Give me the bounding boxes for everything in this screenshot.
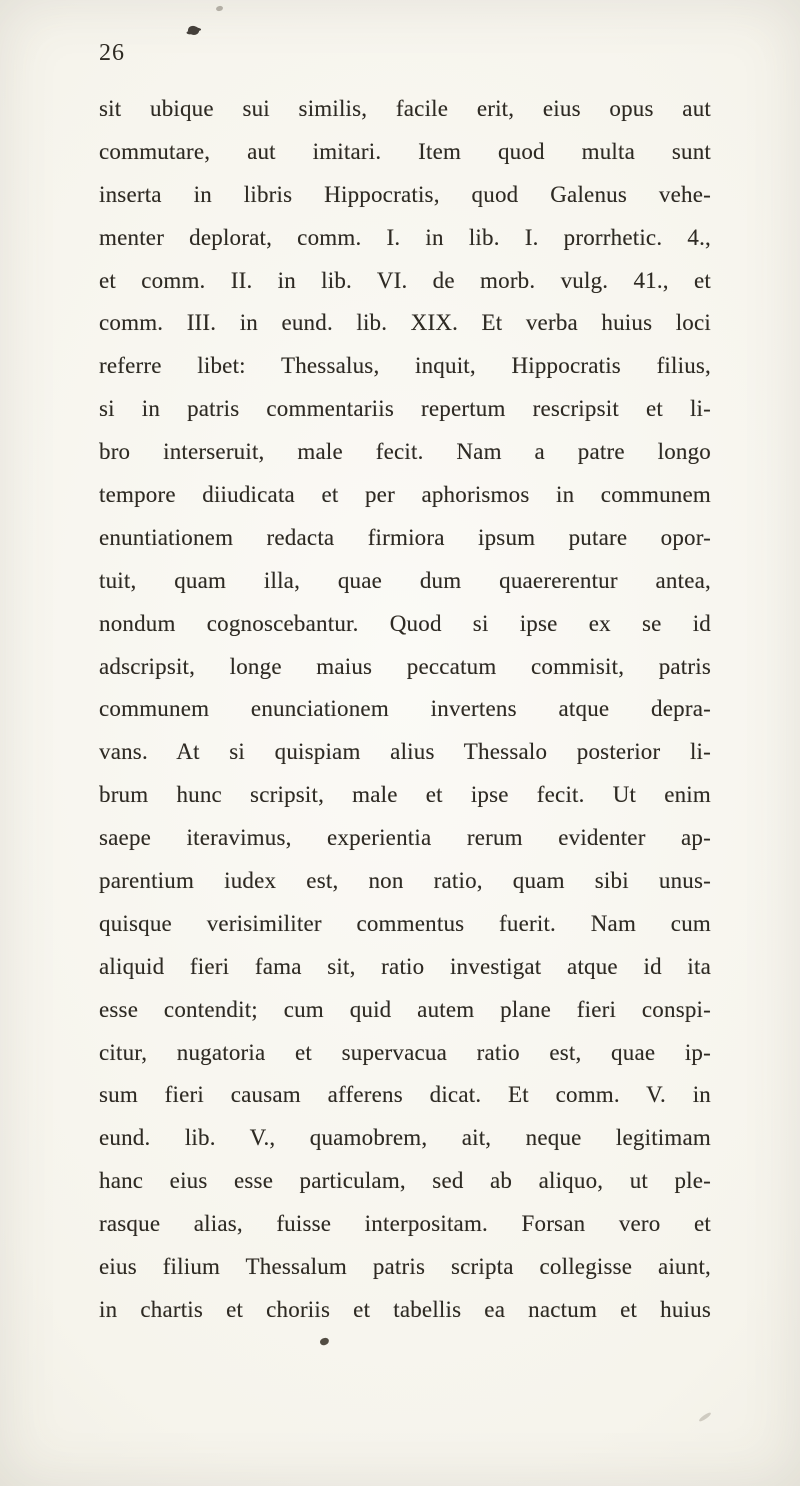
text-line: enuntiationem redacta firmiora ipsum putare opor- xyxy=(99,524,711,550)
text-line: eius filium Thessalum patris scripta collegisse aiunt, xyxy=(99,1254,711,1280)
text-line: in chartis et choriis et tabellis ea nactum et huius xyxy=(99,1296,711,1322)
text-line: hanc eius esse particulam, sed ab aliquo, ut ple- xyxy=(99,1168,711,1194)
text-line: vans. At si quispiam alius Thessalo posterior li- xyxy=(99,739,711,765)
scan-smudge xyxy=(698,1411,712,1422)
scan-smudge xyxy=(215,5,223,12)
text-line: aliquid fieri fama sit, ratio investigat atque id ita xyxy=(99,953,711,979)
text-line: quisque verisimiliter commentus fuerit. Nam cum xyxy=(99,910,711,936)
text-line: et comm. II. in lib. VI. de morb. vulg. 41., et xyxy=(99,267,711,293)
ink-speck xyxy=(319,1336,330,1347)
text-line: comm. III. in eund. lib. XIX. Et verba huius loci xyxy=(99,310,711,336)
text-line: commutare, aut imitari. Item quod multa sunt xyxy=(99,138,711,164)
text-line: eund. lib. V., quamobrem, ait, neque legitimam xyxy=(99,1125,711,1151)
body-text xyxy=(99,88,711,1332)
text-line: referre libet: Thessalus, inquit, Hippocratis filius, xyxy=(99,353,711,379)
text-line: menter deplorat, comm. I. in lib. I. prorrhetic. 4., xyxy=(99,224,711,250)
text-line: brum hunc scripsit, male et ipse fecit. Ut enim xyxy=(99,782,711,808)
text-line: adscripsit, longe maius peccatum commisit, patris xyxy=(99,653,711,679)
text-line: inserta in libris Hippocratis, quod Galenus vehe- xyxy=(99,181,711,207)
text-line: si in patris commentariis repertum rescripsit et li- xyxy=(99,396,711,422)
text-line: tuit, quam illa, quae dum quaererentur antea, xyxy=(99,567,711,593)
text-line: communem enunciationem invertens atque depra- xyxy=(99,696,711,722)
text-line: esse contendit; cum quid autem plane fieri conspi- xyxy=(99,996,711,1022)
text-line: rasque alias, fuisse interpositam. Forsan vero et xyxy=(99,1211,711,1237)
text-line: citur, nugatoria et supervacua ratio est, quae ip- xyxy=(99,1039,711,1065)
text-line: sum fieri causam afferens dicat. Et comm. V. in xyxy=(99,1082,711,1108)
page-number: 26 xyxy=(99,40,125,66)
text-line: saepe iteravimus, experientia rerum evidenter ap- xyxy=(99,825,711,851)
text-line: sit ubique sui similis, facile erit, eius opus aut xyxy=(99,96,711,121)
text-line: parentium iudex est, non ratio, quam sibi unus- xyxy=(99,868,711,894)
ink-speck xyxy=(187,24,201,37)
text-line: bro interseruit, male fecit. Nam a patre longo xyxy=(99,439,711,465)
text-line: nondum cognoscebantur. Quod si ipse ex se id xyxy=(99,610,711,636)
text-line: tempore diiudicata et per aphorismos in communem xyxy=(99,482,711,508)
